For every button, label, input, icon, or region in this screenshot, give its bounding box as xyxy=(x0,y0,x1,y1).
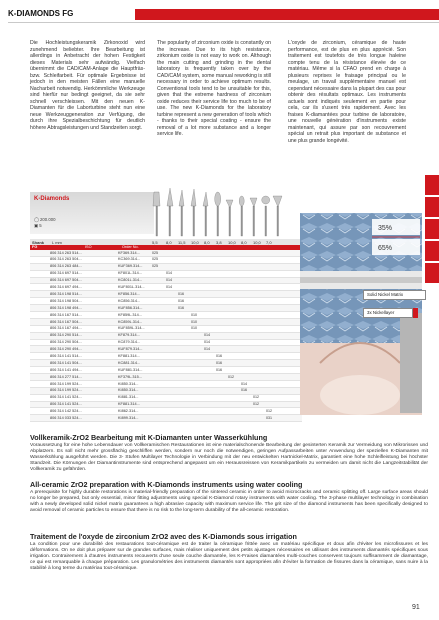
table-row xyxy=(30,388,302,395)
table-row xyxy=(30,346,302,353)
iso-number: 806 314 697 504... xyxy=(50,278,82,283)
size-value: 012 xyxy=(228,374,234,379)
iso-number: 806 314 141 524... xyxy=(50,402,82,407)
iso-number: 806 314 198 494... xyxy=(50,305,82,310)
order-number: KC369.314... xyxy=(118,257,141,262)
iso-number: 806 314 290 504... xyxy=(50,340,82,345)
size-value: 012 xyxy=(266,409,272,414)
size-value: 025 xyxy=(152,250,158,255)
section-en-text: A prerequisite for highly durable restorations is material-friendly preparation of the sintered ceramic in order to avoid microcracks and ceramic splitting off. Large surface areas should no longer be prepared, but only essential, minor fitting adjustments using special K-Diamond rotary instruments with water cooling. The 3-phase multilayer technology in combination with a newly developed solid nickel matrix guarantees a high abrasive capacity with maximum service life. The grit size of the diamond instruments has been specifically designed to avoid removal of ceramic particles to ensure that there is no risk to the long-term durability of the all-ceramic restoration. xyxy=(30,490,428,514)
order-number: KF859L.314... xyxy=(118,312,142,317)
size-value: 010 xyxy=(191,319,197,324)
table-row xyxy=(30,340,302,347)
pct-top-label: 35% xyxy=(378,225,393,232)
table-row xyxy=(30,250,302,257)
iso-number: 806 314 290 494... xyxy=(50,347,82,352)
chapter-tab xyxy=(425,175,439,285)
iso-number: 806 314 141 524... xyxy=(50,395,82,400)
iso-number: 806 314 263 504... xyxy=(50,257,82,262)
pack-icon: ▣ xyxy=(34,222,39,228)
order-number: KUF369.314... xyxy=(118,264,143,269)
table-row xyxy=(30,298,302,305)
shank-label: Shank xyxy=(32,239,45,245)
order-number: KUF801L.314... xyxy=(118,285,145,290)
size-1: 5,5 xyxy=(152,239,158,245)
fg-label: FG xyxy=(32,245,38,250)
size-value: 025 xyxy=(152,264,158,269)
size-value: 016 xyxy=(241,388,247,393)
order-number: KC801L.314... xyxy=(118,278,143,283)
iso-label: ISO xyxy=(85,245,92,250)
iso-number: 806 314 141 504... xyxy=(50,360,82,365)
size-9: 10,0 xyxy=(253,239,261,245)
iso-number: 806 314 199 524... xyxy=(50,381,82,386)
order-number: KUF856.314... xyxy=(118,305,143,310)
iso-number: 806 314 199 524... xyxy=(50,388,82,393)
intro-column-de xyxy=(30,40,145,131)
order-label: Order No. xyxy=(122,245,139,250)
table-row xyxy=(30,264,302,271)
size-8: 8,0 xyxy=(241,239,247,245)
section-fr-heading: Traitement de l'oxyde de zirconium ZrO2 avec des K-Diamonds sous irrigation xyxy=(30,532,297,541)
page-header xyxy=(0,0,439,28)
header-divider xyxy=(8,22,439,23)
size-3: 11,5 xyxy=(178,239,186,245)
section-fr-text: La condition pour une durabilité des restaurations tout-céramique est de traiter la céramique frittée avec un matériau spécifique et doux afin d'éviter les microfissures et les déformations. On ne doit plus préparer sur de grandes surfaces, mais réaliser uniquement des petits ajustages nécessaires en utilisant des instruments diamantés spécifiques sous irrigation. Contrairement à d'autres instruments recouverts d'une seule couche diamantée, les K-Fraises diamantées multi-couches conservent toujours suffisamment de diamantage, ce qui est remarquable à chaque préparation. Les granulométries des instruments diamantés sont appropriées afin d'éviter la formation de fissures dans la céramique, sans nuire à la stabilité à long terme du matériau tout-céramique. xyxy=(30,542,428,572)
order-number: KUF881.314... xyxy=(118,367,143,372)
table-row xyxy=(30,333,302,340)
order-number: KF379L.315... xyxy=(118,374,142,379)
section-de-heading: Vollkeramik-ZrO2 Bearbeitung mit K-Diamanten unter Wasserkühlung xyxy=(30,433,268,442)
order-number: KC881.314... xyxy=(118,360,141,365)
order-number: KI850.314... xyxy=(118,388,139,393)
size-7: 10,0 xyxy=(228,239,236,245)
iso-number: 806 314 263 514... xyxy=(50,250,82,255)
shank-value: L mm xyxy=(52,239,62,245)
order-number: KC856.314... xyxy=(118,298,141,303)
table-row xyxy=(30,284,302,291)
size-value: 014 xyxy=(166,285,172,290)
table-row xyxy=(30,305,302,312)
iso-number: 806 314 290 514... xyxy=(50,333,82,338)
iso-number: 806 314 277 514... xyxy=(50,374,82,379)
header-red-bar xyxy=(135,9,439,20)
iso-number: 806 314 141 514... xyxy=(50,353,82,358)
intro-text-de: Die Hochleistungskeramik Zirkonoxid wird zunehmend beliebter. Ihre Bearbeitung ist allerdings in Anbetracht der hohen Festigkeit dieses Materials sehr aufwändig. Vielfach übernimmt die CAD/CAM-Anlage die Hauptfräs- bzw. Schleifarbeit. Für optimale Ergebnisse ist jedoch in den meisten Fällen eine manuelle Nacharbeit notwendig. Herkömmliche Werkzeuge sind hierfür nur bedingt geeignet, da sie sehr schnell verschleissen. Mit den neuen K-Diamanten für die Laborturbine steht nun eine neue Werkzeuggeneration zur Verfügung, die durch ihre Spezialbeschichtung für deutlich höhere Abtragsleistungen und Standzeiten sorgt. xyxy=(30,40,145,131)
product-name: K-Diamonds xyxy=(34,196,70,202)
table-row xyxy=(30,408,302,415)
size-value: 014 xyxy=(166,278,172,283)
iso-number: 806 314 198 504... xyxy=(50,298,82,303)
iso-number: 806 314 033 524... xyxy=(50,415,82,420)
size-10: 7,0 xyxy=(266,239,272,245)
order-number: KF369.314... xyxy=(118,250,140,255)
order-number: KC879.314... xyxy=(118,340,141,345)
tool-shapes xyxy=(150,186,290,238)
table-row xyxy=(30,326,302,333)
iso-number: 806 314 198 514... xyxy=(50,291,82,296)
size-value: 016 xyxy=(178,305,184,310)
size-value: 016 xyxy=(178,291,184,296)
table-row xyxy=(30,367,302,374)
iso-number: 806 314 141 494... xyxy=(50,367,82,372)
size-value: 012 xyxy=(253,395,259,400)
table-body xyxy=(30,250,302,422)
iso-number: 806 314 697 494... xyxy=(50,285,82,290)
intro-column-fr xyxy=(288,40,406,144)
table-row xyxy=(30,374,302,381)
size-value: 010 xyxy=(191,312,197,317)
size-2: 8,0 xyxy=(166,239,172,245)
order-number: KI850.314... xyxy=(118,381,139,386)
pct-mid-label: 65% xyxy=(378,245,393,252)
size-value: 014 xyxy=(166,271,172,276)
table-row xyxy=(30,353,302,360)
size-6: 3,8 xyxy=(216,239,222,245)
size-value: 016 xyxy=(216,367,222,372)
legend-solid-nickel: Solid Nickel Matrix xyxy=(363,290,426,300)
order-number: KF881.314... xyxy=(118,353,140,358)
pack-qty: 5 xyxy=(39,222,42,228)
pack-info xyxy=(34,217,56,228)
iso-number: 806 314 167 514... xyxy=(50,312,82,317)
size-value: 014 xyxy=(204,340,210,345)
table-row xyxy=(30,257,302,264)
order-number: KI899.314... xyxy=(118,415,139,420)
iso-number: 806 314 167 504... xyxy=(50,319,82,324)
size-value: 016 xyxy=(216,353,222,358)
table-row xyxy=(30,395,302,402)
table-row xyxy=(30,278,302,285)
size-value: 025 xyxy=(152,257,158,262)
section-de-text: Voraussetzung für eine hohe Lebensdauer von Vollkeramischen Restaurationen ist eine materialschonende Bearbeitung der gesinterten Keramik zur Vermeidung von Mikrorissen und Abplatzern. Es soll nicht mehr grossflächig geschliffen werden, sondern nur noch die notwendigen, geringen Aufpassarbeiten unter Anwendung der speziellen K-Diamanten mit Wasserkühlung ausgeführt werden. Die 3- Stufen Multilayer Technologie in Verbindung mit der neu entwickelten Hartnickel-Matrix, garantiert eine hohe Schleifleistung bei höchster Standzeit. Die Körnungen der Diamantinstrumente sind entsprechend angepasst um ein Heraussreissen von Keramikpartikeln zu vermeiden um damit nicht die Langzeitstabilität der Vollkeramik zu gefährden. xyxy=(30,443,428,473)
size-4: 10,0 xyxy=(191,239,199,245)
page-number: 91 xyxy=(412,604,420,611)
order-number: KF856.314... xyxy=(118,291,140,296)
order-number: KUF859L.314... xyxy=(118,326,145,331)
size-value: 012 xyxy=(253,402,259,407)
size-5: 8,0 xyxy=(204,239,210,245)
table-row xyxy=(30,402,302,409)
header-title: K-DIAMONDS FG xyxy=(8,9,74,18)
table-row xyxy=(30,271,302,278)
size-value: 016 xyxy=(178,298,184,303)
size-value: 014 xyxy=(204,347,210,352)
intro-text-en: The popularity of zirconium oxide is constantly on the increase. Due to its high resistance, zirkonium oxide is not easy to work on. Although the main cutting and grinding in the dental laboratory is frequently taken over by the CAD/CAM system, some manual reworking is still necessary in order to achieve optimum results. Conventional tools tend to be unsuitable for this, given that the extreme hardness of zirconium oxide reduces their service life too much to be of use. The new K-Diamonds for the laboratory turbine represent a new generation of tools which - thanks to their special coating - ensure the removal of a lot more substance and a longer service life. xyxy=(157,40,271,137)
order-number: KF879.314... xyxy=(118,333,140,338)
table-row xyxy=(30,360,302,367)
order-number: KF881.314... xyxy=(118,402,140,407)
size-value: 014 xyxy=(204,333,210,338)
product-table xyxy=(30,239,302,422)
intro-column-en xyxy=(157,40,271,138)
order-number: KUF879.314... xyxy=(118,347,143,352)
table-row xyxy=(30,381,302,388)
size-value: 014 xyxy=(241,381,247,386)
order-number: KF801L.314... xyxy=(118,271,142,276)
order-number: KC859L.314... xyxy=(118,319,143,324)
iso-number: 806 314 697 514... xyxy=(50,271,82,276)
size-value: 031 xyxy=(266,415,272,420)
section-en-heading: All-ceramic ZrO2 preparation with K-Diamonds instruments using water cooling xyxy=(30,480,303,489)
order-number: KI881.314... xyxy=(118,395,139,400)
table-row xyxy=(30,291,302,298)
table-row xyxy=(30,312,302,319)
iso-number: 806 314 263 484... xyxy=(50,264,82,269)
intro-text-fr: L'oxyde de zirconium, céramique de haute performance, est de plus en plus apprécié. Son traitement est toutefois de très longue haleine compte tenu de la résistance élevée de ce matériau. Même si la CFAO prend en charge à plusieurs reprises le fraisage principal ou le meulage, un travail supplémentaire manuel est cependant nécessaire dans la plupart des cas pour obtenir des résultats optimaux. Les instruments actuels sont indiqués seulement en partie pour cela, car ils s'usent très rapidement. Avec les fraises K-diamantées pour turbine de laboratoire, une nouvelle génération d'instruments existe maintenant, qui assure par son recouvrement spécial un retrait plus important de substance et une plus grande longévité. xyxy=(288,40,406,144)
iso-number: 806 314 142 524... xyxy=(50,409,82,414)
iso-number: 806 314 167 494... xyxy=(50,326,82,331)
size-value: 010 xyxy=(191,326,197,331)
legend-nickel-layer: 3x Nickellayer xyxy=(363,308,413,318)
size-value: 016 xyxy=(216,360,222,365)
order-number: KI862.314... xyxy=(118,409,139,414)
table-row xyxy=(30,415,302,422)
rpm-value: 200.000 xyxy=(40,217,56,222)
table-row xyxy=(30,319,302,326)
rpm-icon: ◯ xyxy=(34,217,39,222)
